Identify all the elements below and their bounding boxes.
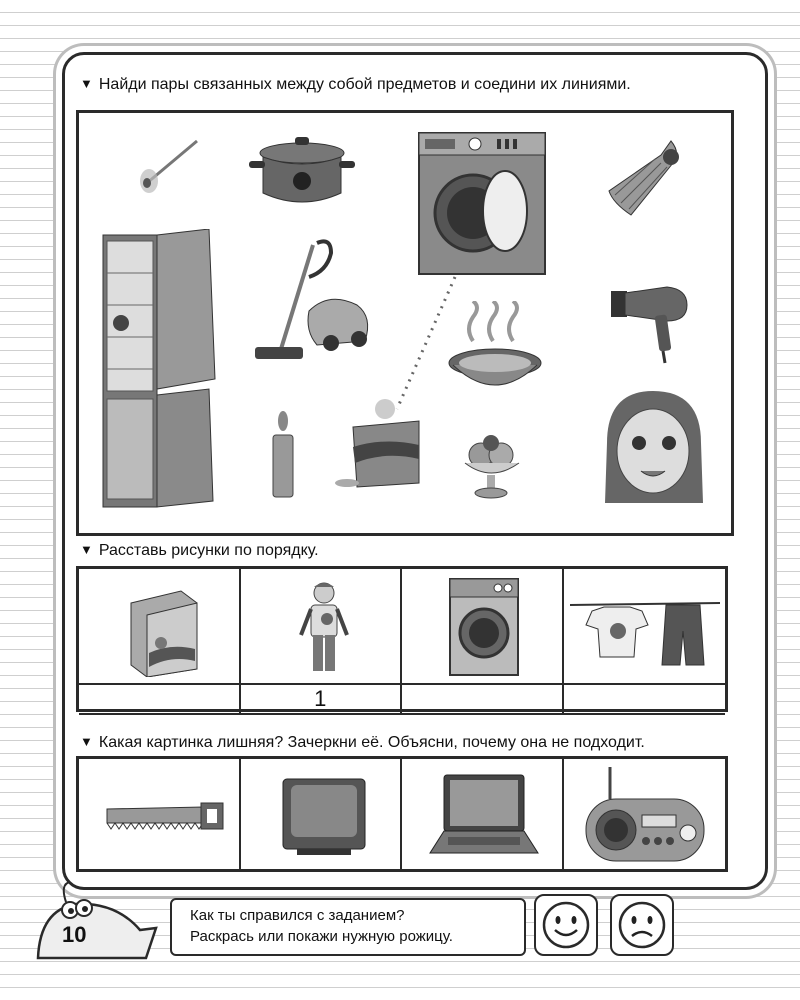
laptop-icon[interactable] xyxy=(428,773,540,859)
match-icon[interactable] xyxy=(135,135,205,195)
refrigerator-icon[interactable] xyxy=(99,229,221,511)
triangle-bullet-icon: ▼ xyxy=(80,734,93,749)
task2-instruction: ▼ Расставь рисунки по порядку. xyxy=(80,542,319,559)
odd-one-cell xyxy=(79,759,241,869)
sequence-cell xyxy=(564,569,726,685)
odd-one-cell xyxy=(241,759,403,869)
footer-line-2: Раскрась или покажи нужную рожицу. xyxy=(190,928,453,945)
vacuum-cleaner-icon[interactable] xyxy=(247,231,377,371)
washing-machine-icon[interactable] xyxy=(417,131,547,276)
pot-icon[interactable] xyxy=(245,131,360,211)
sequence-number-cell[interactable] xyxy=(564,685,726,715)
washing-powder-icon[interactable] xyxy=(125,583,205,677)
washing-machine-icon[interactable] xyxy=(448,577,520,679)
sequence-cell xyxy=(402,569,564,685)
happy-face-button[interactable] xyxy=(534,894,598,956)
mascot-icon xyxy=(30,880,160,960)
happy-face-icon xyxy=(536,896,596,954)
soup-plate-icon[interactable] xyxy=(445,301,545,401)
odd-one-cell xyxy=(564,759,726,869)
sad-face-icon xyxy=(612,896,672,954)
radio-icon[interactable] xyxy=(580,765,710,865)
ice-cream-icon[interactable] xyxy=(457,431,527,501)
broom-icon[interactable] xyxy=(601,133,701,223)
footer-line-1: Как ты справился с заданием? xyxy=(190,907,405,924)
dirty-boy-icon[interactable] xyxy=(299,579,349,679)
sequence-cell xyxy=(79,569,241,685)
girl-face-icon[interactable] xyxy=(597,387,707,507)
task1-instruction: ▼ Найди пары связанных между собой предметов и соедини их линиями. xyxy=(80,76,631,93)
candle-icon[interactable] xyxy=(263,409,303,501)
odd-one-cell xyxy=(402,759,564,869)
task3-instruction: ▼ Какая картинка лишняя? Зачеркни её. Объясни, почему она не подходит. xyxy=(80,734,645,751)
saw-icon[interactable] xyxy=(105,799,227,835)
self-assessment-prompt xyxy=(170,898,526,956)
triangle-bullet-icon: ▼ xyxy=(80,76,93,91)
sequence-number-cell[interactable]: 1 xyxy=(241,685,403,715)
odd-one-out-table xyxy=(76,756,728,872)
hair-dryer-icon[interactable] xyxy=(607,275,697,365)
powder-box-icon[interactable] xyxy=(335,393,435,493)
sequence-cell xyxy=(241,569,403,685)
matching-panel xyxy=(76,110,734,536)
sad-face-button[interactable] xyxy=(610,894,674,956)
triangle-bullet-icon: ▼ xyxy=(80,542,93,557)
clothesline-icon[interactable] xyxy=(568,591,722,673)
page-number: 10 xyxy=(62,922,87,947)
sequence-number-cell[interactable] xyxy=(402,685,564,715)
sequence-number-cell[interactable] xyxy=(79,685,241,715)
sequence-table xyxy=(76,566,728,712)
tv-icon[interactable] xyxy=(281,777,367,857)
